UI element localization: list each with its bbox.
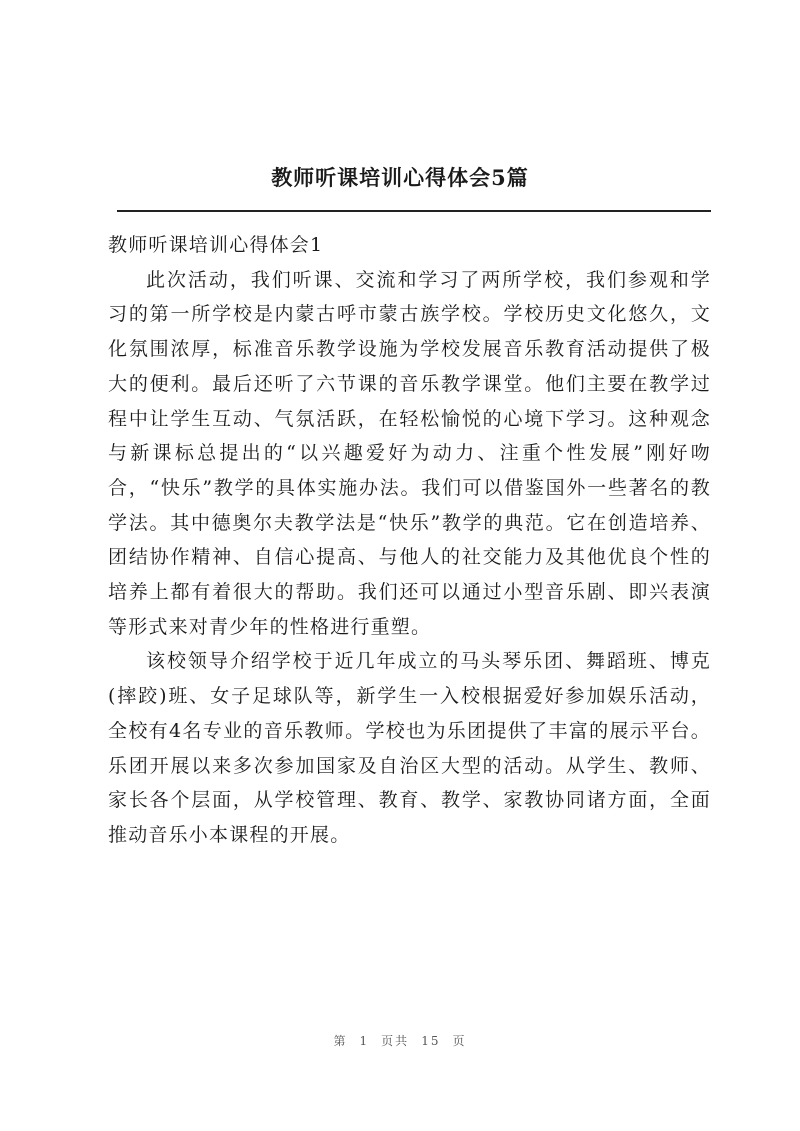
page-label-prefix: 第 (333, 1034, 348, 1048)
title-divider (117, 210, 711, 212)
page-footer (0, 1032, 800, 1049)
total-pages-number: 15 (421, 1034, 441, 1048)
document-body (108, 228, 711, 853)
document-title: 教师听课培训心得体会5篇 (271, 165, 529, 190)
paragraph-2: 该校领导介绍学校于近几年成立的马头琴乐团、舞蹈班、博克(摔跤)班、女子足球队等，新学生一入校根据爱好参加娱乐活动，全校有4名专业的音乐教师。学校也为乐团提供了丰富的展示平台。乐团开展以来多次参加国家及自治区大型的活动。从学生、教师、家长各个层面，从学校管理、教育、教学、家教协同诸方面，全面推动音乐小本课程的开展。 (108, 650, 711, 846)
page-label-middle: 页共 (381, 1034, 410, 1048)
section-heading: 教师听课培训心得体会1 (108, 234, 324, 256)
current-page-number: 1 (359, 1034, 370, 1048)
paragraph-1: 此次活动，我们听课、交流和学习了两所学校，我们参观和学习的第一所学校是内蒙古呼市蒙古族学校。学校历史文化悠久，文化氛围浓厚，标准音乐教学设施为学校发展音乐教育活动提供了极大的便利。最后还听了六节课的音乐教学课堂。他们主要在教学过程中让学生互动、气氛活跃，在轻松愉悦的心境下学习。这种观念与新课标总提出的“以兴趣爱好为动力、注重个性发展”刚好吻合，“快乐”教学的具体实施办法。我们可以借鉴国外一些著名的教学法。其中德奥尔夫教学法是“快乐”教学的典范。它在创造培养、团结协作精神、自信心提高、与他人的社交能力及其他优良个性的培养上都有着很大的帮助。我们还可以通过小型音乐剧、即兴表演等形式来对青少年的性格进行重塑。 (108, 268, 711, 638)
page-label-suffix: 页 (452, 1034, 467, 1048)
